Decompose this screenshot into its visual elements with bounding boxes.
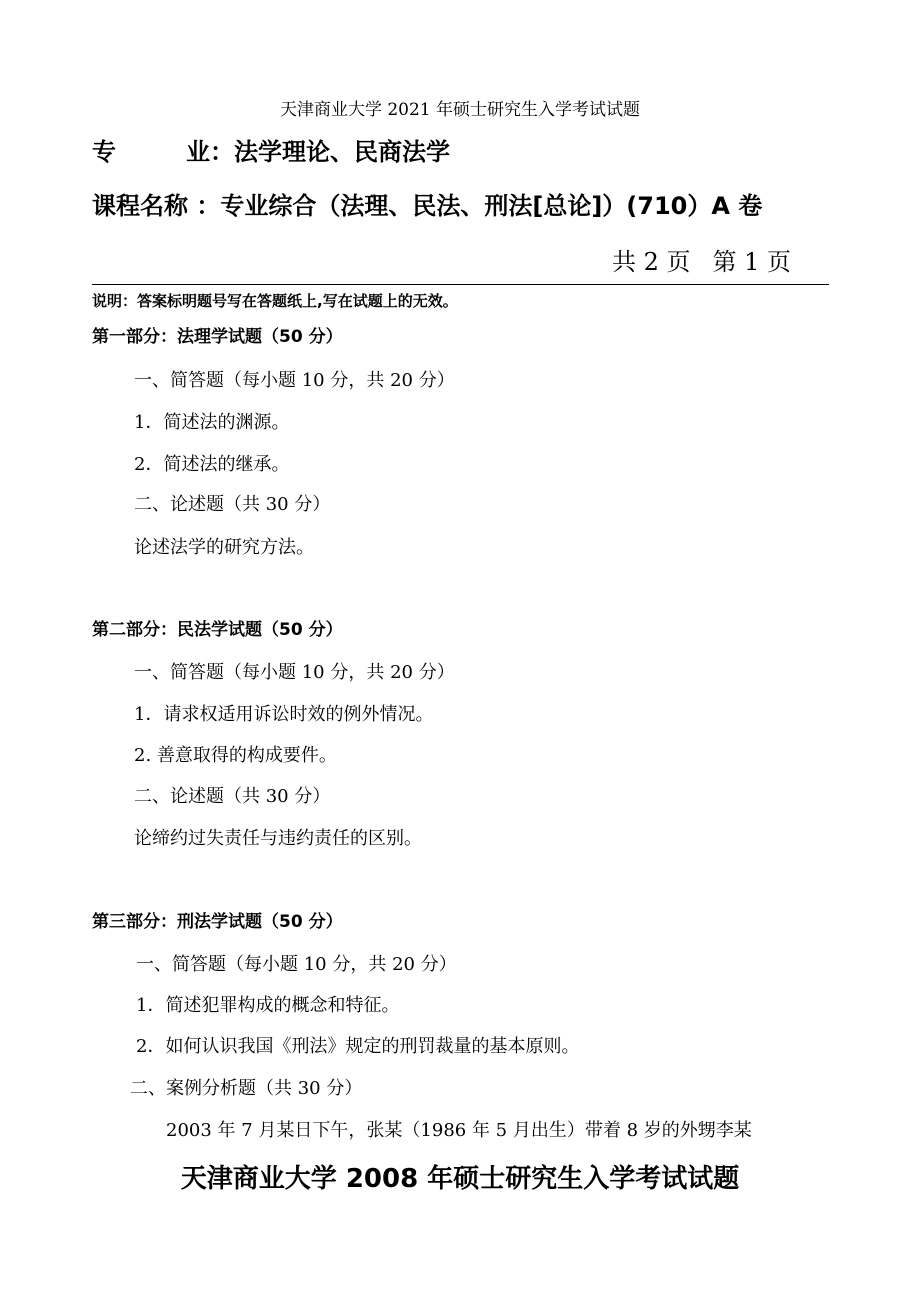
- page-current: 第 1 页: [712, 248, 792, 276]
- part-2-line: 2. 善意取得的构成要件。: [134, 745, 337, 766]
- part-2-line: 一、简答题（每小题 10 分，共 20 分）: [134, 662, 455, 683]
- part-1-line: 2．简述法的继承。: [134, 454, 290, 475]
- footer-exam-title: 天津商业大学 2008 年硕士研究生入学考试试题: [180, 1164, 740, 1194]
- part-1-line: 一、简答题（每小题 10 分，共 20 分）: [134, 370, 455, 391]
- major-value: 业：法学理论、民商法学: [186, 138, 450, 166]
- part-2-title: 第二部分：民法学试题（50 分）: [92, 620, 343, 640]
- instructions-note: 说明：答案标明题号写在答题纸上,写在试题上的无效。: [92, 292, 458, 310]
- header-rule: [92, 284, 829, 285]
- part-2-line: 二、论述题（共 30 分）: [134, 786, 331, 807]
- part-3-title: 第三部分：刑法学试题（50 分）: [92, 912, 343, 932]
- part-3-line: 1．简述犯罪构成的概念和特征。: [136, 995, 400, 1016]
- major-label: 专: [92, 138, 116, 166]
- course-name: 课程名称 ：专业综合（法理、民法、刑法[总论]）(710）A 卷: [92, 192, 763, 220]
- major-line: [92, 132, 450, 167]
- part-1-title: 第一部分：法理学试题（50 分）: [92, 327, 343, 347]
- exam-header: 天津商业大学 2021 年硕士研究生入学考试试题: [279, 100, 641, 120]
- part-2-line: 1．请求权适用诉讼时效的例外情况。: [134, 704, 434, 725]
- part-2-line: 论缔约过失责任与违约责任的区别。: [134, 828, 422, 849]
- page-counter: [612, 242, 813, 277]
- page-total: 共 2 页: [612, 248, 691, 276]
- part-1-line: 二、论述题（共 30 分）: [134, 494, 331, 515]
- part-1-line: 论述法学的研究方法。: [134, 537, 314, 558]
- part-3-line: 2．如何认识我国《刑法》规定的刑罚裁量的基本原则。: [136, 1036, 580, 1057]
- part-3-line: 一、简答题（每小题 10 分，共 20 分）: [136, 954, 457, 975]
- part-3-line: 2003 年 7 月某日下午，张某（1986 年 5 月出生）带着 8 岁的外甥李某: [166, 1120, 752, 1141]
- part-3-line: 二、案例分析题（共 30 分）: [130, 1078, 363, 1099]
- part-1-line: 1．简述法的渊源。: [134, 412, 290, 433]
